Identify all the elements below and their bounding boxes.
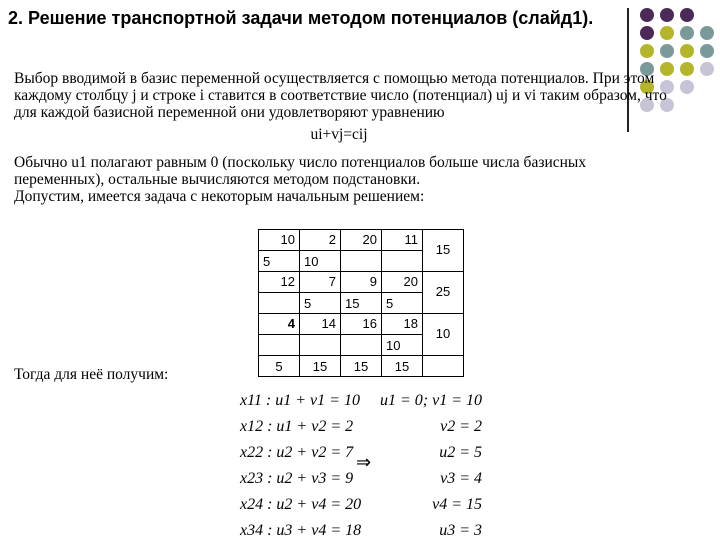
- initial-solution-paragraph: Допустим, имеется задача с некоторым начальным решением:: [14, 188, 425, 205]
- implies-arrow-icon: ⇒: [356, 452, 372, 473]
- equation-right: u3 = 3: [439, 522, 482, 539]
- cost-value: 12: [280, 274, 295, 289]
- cell: [382, 293, 423, 314]
- equation-left: x24 : u2 + v4 = 20: [240, 496, 362, 513]
- equation-left: x23 : u2 + v3 = 9: [240, 470, 354, 487]
- cost-value: 2: [328, 232, 336, 247]
- cell: [300, 251, 341, 272]
- potential-equation: ui+vj=cij: [310, 126, 368, 143]
- equation-right: u1 = 0; v1 = 10: [379, 392, 482, 409]
- demand-value: 15: [394, 359, 410, 374]
- alloc-value: 5: [263, 254, 271, 269]
- alloc-value: 4: [287, 316, 295, 331]
- demand-value: 5: [275, 359, 283, 374]
- dot: [680, 44, 694, 58]
- cost-value: 20: [362, 232, 377, 247]
- alloc-value: 10: [304, 254, 319, 269]
- dot: [700, 62, 714, 76]
- cell: [259, 272, 300, 293]
- equation-row: [240, 518, 482, 544]
- dot: [700, 26, 714, 40]
- dot: [660, 44, 674, 58]
- cell: [300, 314, 341, 335]
- dot: [640, 44, 654, 58]
- equation-left: x11 : u1 + v1 = 10: [240, 392, 360, 409]
- cost-value: 7: [328, 274, 336, 289]
- supply-value: 15: [435, 242, 451, 257]
- cost-value: 20: [403, 274, 418, 289]
- cost-value: 14: [321, 316, 336, 331]
- cell: [300, 230, 341, 251]
- equation-left: x22 : u2 + v2 = 7: [240, 444, 354, 461]
- cell: [300, 272, 341, 293]
- u1-paragraph: Обычно u1 полагают равным 0 (поскольку число потенциалов больше числа базисных переменных), остальные вычисляются методом подстановки.: [14, 154, 587, 188]
- cell: [341, 335, 382, 356]
- supply-cell: [423, 272, 464, 314]
- cost-value: 11: [404, 232, 418, 247]
- equation-right: v2 = 2: [440, 418, 482, 435]
- dot: [680, 26, 694, 40]
- cell: [259, 314, 300, 335]
- dot: [640, 8, 654, 22]
- cell: [300, 335, 341, 356]
- demand-value: 15: [312, 359, 328, 374]
- cell: [259, 293, 300, 314]
- supply-cell: [423, 314, 464, 356]
- cell: [382, 314, 423, 335]
- demand-value: 15: [353, 359, 369, 374]
- cell: [382, 272, 423, 293]
- cost-value: 9: [369, 274, 377, 289]
- transport-table: [258, 229, 464, 377]
- cell: [341, 230, 382, 251]
- dot: [680, 62, 694, 76]
- equation-right: u2 = 5: [439, 444, 482, 461]
- dot: [680, 80, 694, 94]
- cell: [300, 293, 341, 314]
- cell: [341, 314, 382, 335]
- cell: [259, 230, 300, 251]
- dot: [680, 8, 694, 22]
- alloc-value: 15: [345, 296, 360, 311]
- dot: [660, 26, 674, 40]
- alloc-value: 5: [304, 296, 312, 311]
- intro-paragraph: Выбор вводимой в базис переменной осуществляется с помощью метода потенциалов. При этом каждому столбцу j и строке i ставится в соответствие число (потенциал) uj и vi таким образом, что для каждой базисной переменной они удовлетворяют уравнению: [14, 70, 667, 121]
- cost-value: 18: [403, 316, 418, 331]
- slide-title: 2. Решение транспортной задачи методом потенциалов (слайд1).: [8, 8, 594, 28]
- dot: [700, 44, 714, 58]
- equation-row: [240, 492, 482, 518]
- equation-row: [240, 414, 482, 440]
- equation-right: v3 = 4: [440, 470, 482, 487]
- dot: [660, 8, 674, 22]
- cost-value: 10: [280, 232, 295, 247]
- result-paragraph: Тогда для неё получим:: [14, 366, 169, 383]
- cell: [259, 335, 300, 356]
- cell: [382, 335, 423, 356]
- cell: [382, 230, 423, 251]
- supply-value: 25: [435, 284, 451, 299]
- cell: [259, 251, 300, 272]
- supply-value: 10: [435, 326, 451, 341]
- cell: [341, 272, 382, 293]
- equation-left: x34 : u3 + v4 = 18: [240, 522, 362, 539]
- dot: [640, 26, 654, 40]
- equation-row: [240, 388, 482, 414]
- cell: [341, 251, 382, 272]
- alloc-value: 10: [386, 338, 401, 353]
- supply-cell: [423, 230, 464, 272]
- cell: [382, 251, 423, 272]
- cell: [341, 293, 382, 314]
- cost-value: 16: [362, 316, 377, 331]
- equation-right: v4 = 15: [432, 496, 482, 513]
- alloc-value: 5: [386, 296, 394, 311]
- equation-left: x12 : u1 + v2 = 2: [240, 418, 354, 435]
